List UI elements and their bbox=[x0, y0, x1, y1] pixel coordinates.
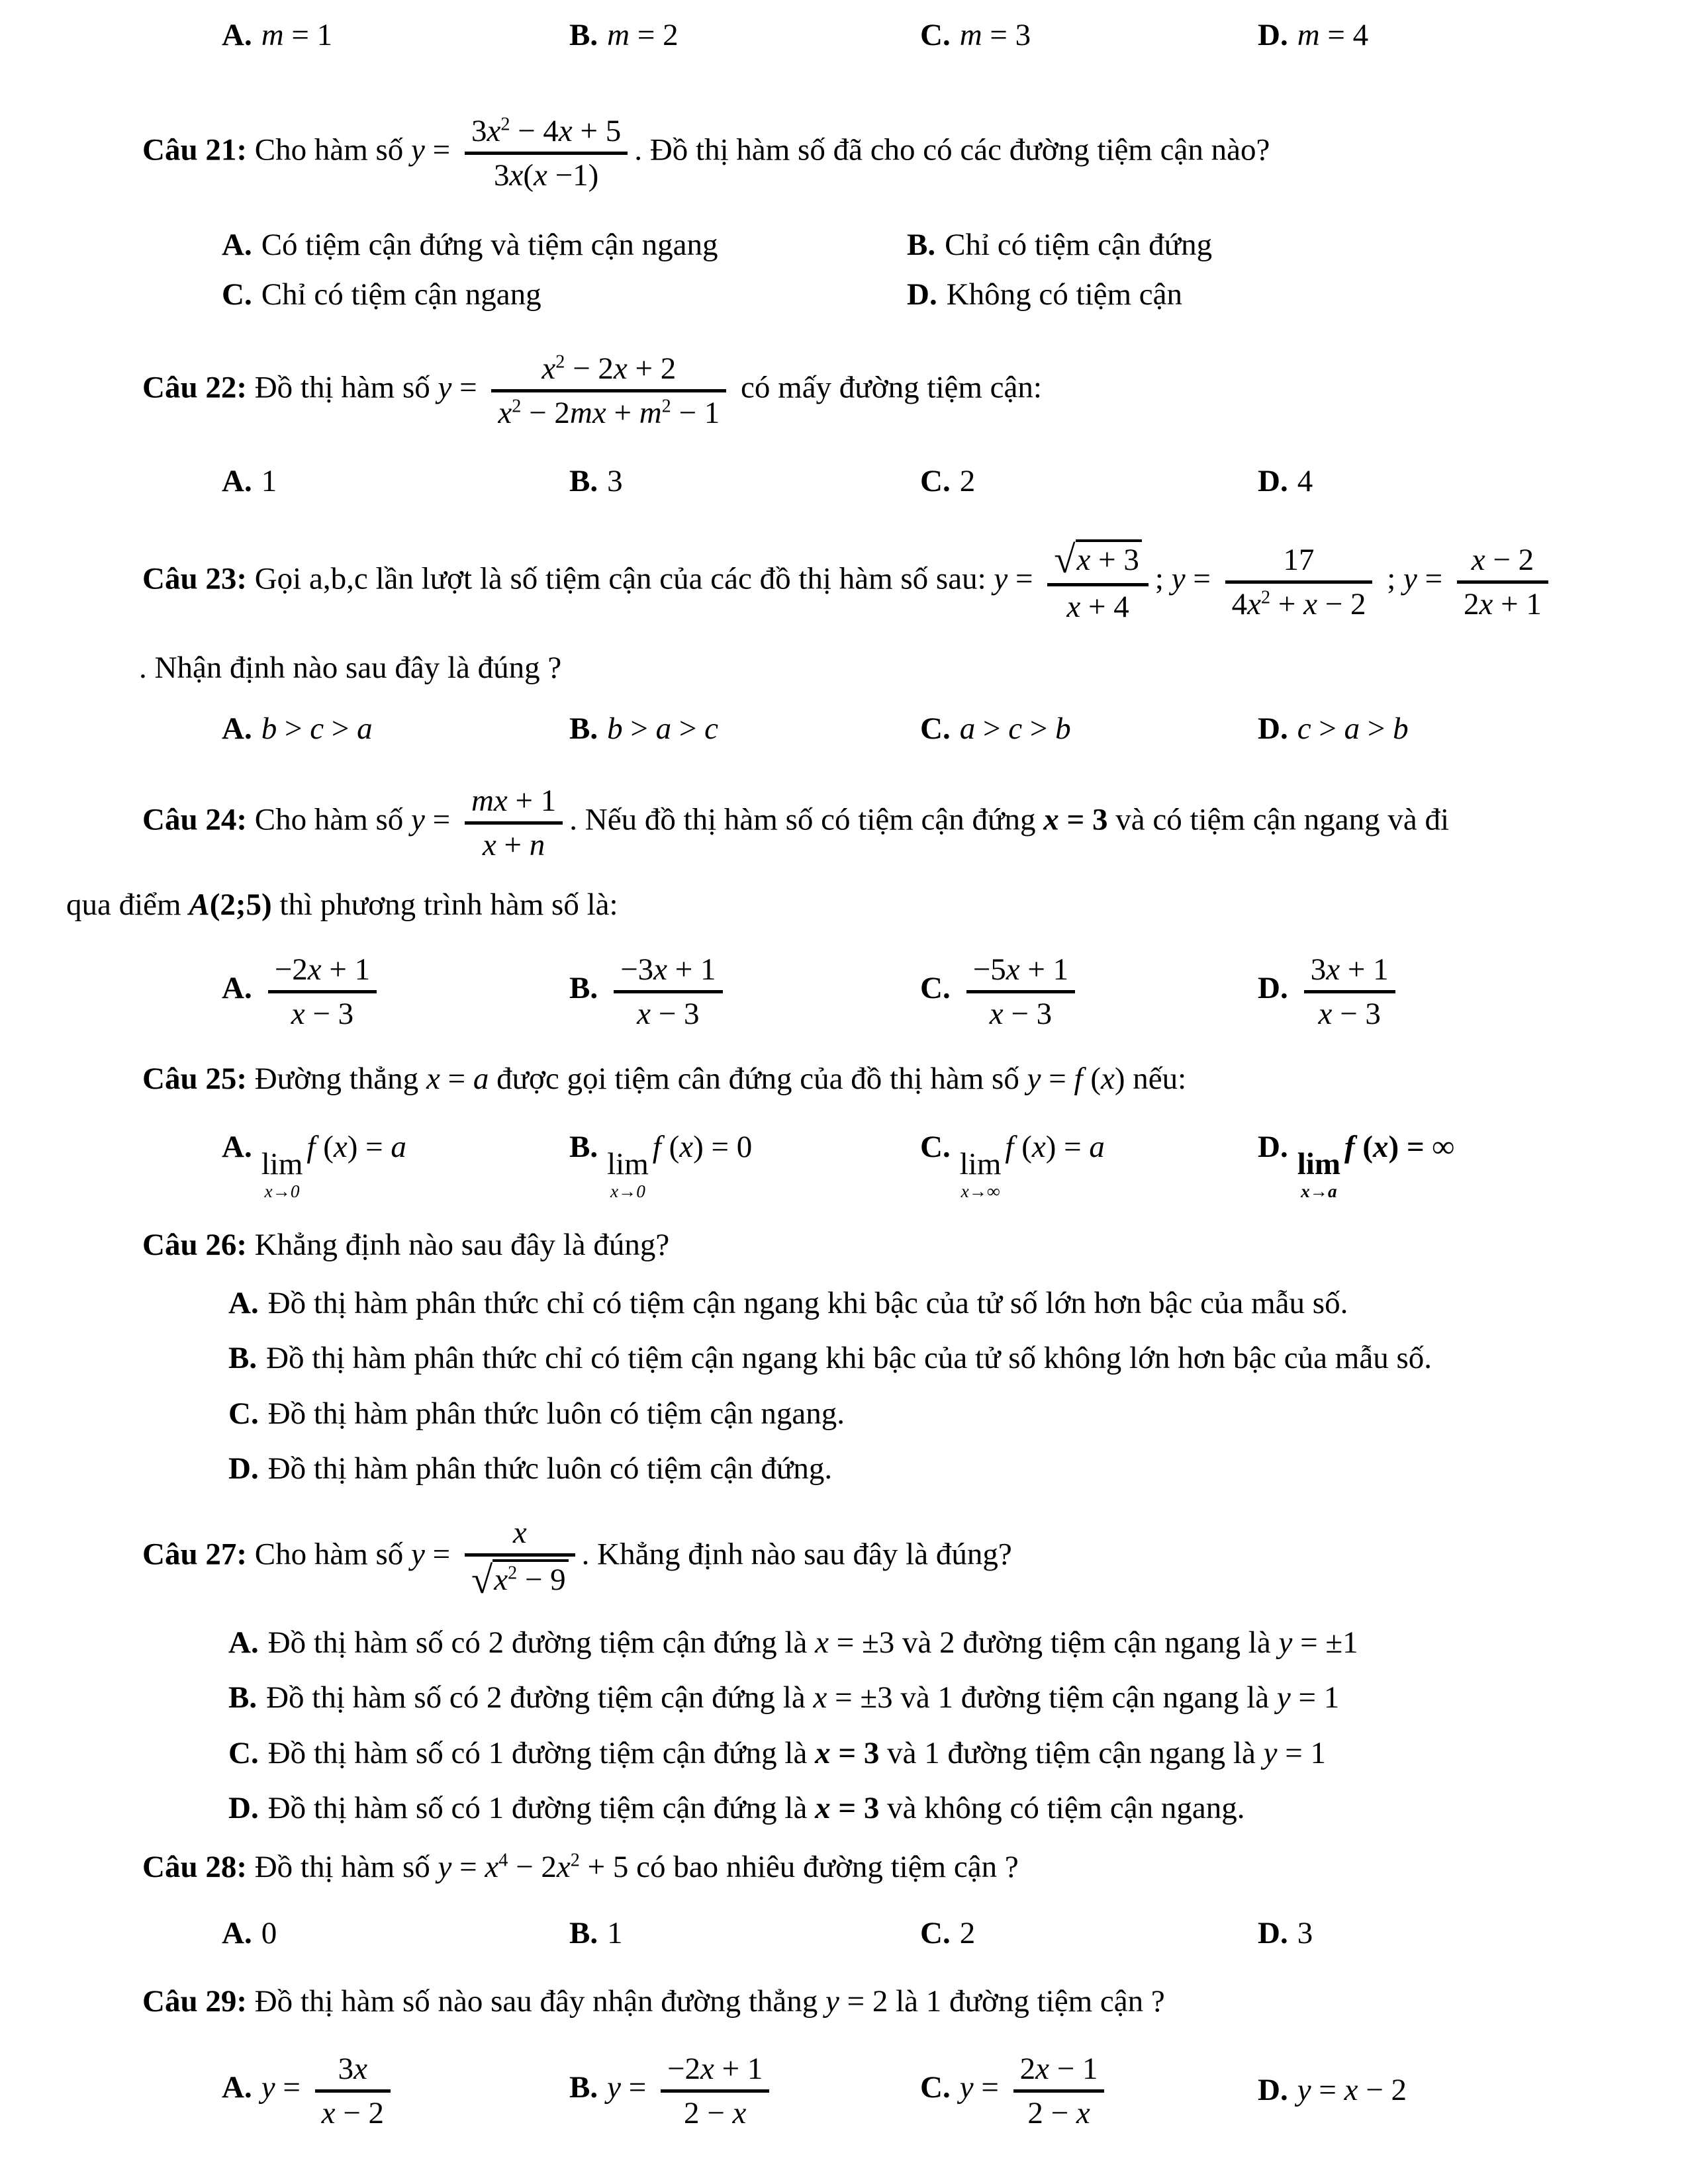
option-a bbox=[222, 224, 907, 266]
option-label: C. bbox=[222, 277, 252, 312]
limit: lim x→a bbox=[1297, 1146, 1340, 1201]
option-content: Đồ thị hàm số có 2 đường tiệm cận đứng là x = ±3 và 1 đường tiệm cận ngang là y = 1 bbox=[266, 1680, 1340, 1715]
option-content: Đồ thị hàm phân thức luôn có tiệm cận ngang. bbox=[267, 1396, 845, 1431]
option-label: A. bbox=[228, 1625, 259, 1660]
option-content: y = $\frac{2x - 1}{2 - x}$ bbox=[960, 2070, 1111, 2105]
option-label: C. bbox=[920, 1915, 951, 1950]
option-d bbox=[1258, 1913, 1622, 1954]
option-d bbox=[228, 1448, 1622, 1490]
option-c bbox=[920, 708, 1258, 750]
fraction: x √ $x^2 - 9$ bbox=[465, 1514, 575, 1600]
option-label: D. bbox=[228, 1791, 259, 1826]
answer-options bbox=[222, 461, 1622, 502]
question-22 bbox=[66, 345, 1622, 502]
option-label: C. bbox=[920, 2070, 951, 2105]
option-d bbox=[1258, 708, 1622, 750]
answer-options bbox=[228, 1283, 1622, 1490]
radical-icon: √ bbox=[1054, 538, 1076, 582]
option-label: C. bbox=[920, 970, 951, 1005]
option-content: lim x→0 f (x) = a bbox=[261, 1130, 406, 1201]
option-c bbox=[920, 946, 1258, 1036]
option-content: Đồ thị hàm phân thức chỉ có tiệm cận ngang khi bậc của tử số không lớn hơn bậc của mẫu số. bbox=[266, 1341, 1432, 1376]
option-b bbox=[569, 15, 920, 56]
question-23 bbox=[66, 534, 1622, 750]
option-content: m = 3 bbox=[959, 18, 1031, 52]
option-content bbox=[261, 952, 383, 1031]
limit: lim x→∞ bbox=[959, 1146, 1002, 1201]
option-a bbox=[228, 1622, 1622, 1664]
option-label: A. bbox=[222, 1915, 252, 1950]
option-a bbox=[222, 946, 569, 1036]
option-label: B. bbox=[569, 2070, 598, 2105]
option-a bbox=[222, 1913, 569, 1954]
option-content: 3 bbox=[1297, 1915, 1313, 1950]
question-28 bbox=[66, 1846, 1622, 1954]
option-a bbox=[222, 2046, 569, 2135]
option-a bbox=[228, 1283, 1622, 1324]
option-b bbox=[569, 708, 920, 750]
question-24 bbox=[66, 778, 1622, 1036]
answer-options bbox=[222, 224, 1622, 316]
option-content: Chỉ có tiệm cận ngang bbox=[261, 277, 541, 312]
limit: lim x→0 bbox=[261, 1146, 303, 1201]
option-content: 1 bbox=[261, 463, 277, 498]
option-d bbox=[1258, 15, 1622, 56]
option-label: C. bbox=[228, 1396, 259, 1431]
option-b bbox=[569, 461, 920, 502]
fraction: $\frac{3x}{x - 2}$ bbox=[315, 2050, 391, 2131]
option-content: 2 bbox=[959, 1915, 976, 1950]
option-b bbox=[228, 1677, 1622, 1719]
option-label: B. bbox=[569, 463, 598, 498]
fraction: √ x + 3 x + 4 bbox=[1047, 538, 1149, 625]
radical-icon: √ bbox=[471, 1558, 493, 1602]
option-content: b > c > a bbox=[261, 711, 373, 746]
question-text: Câu 21: Cho hàm số y = $\frac{3x^2 - 4x + 5}{3x(x -1)}$ . Đồ thị hàm số đã cho có các đường tiệm cận nào? bbox=[66, 108, 1622, 197]
option-label: A. bbox=[222, 1130, 252, 1165]
option-content: Đồ thị hàm phân thức chỉ có tiệm cận ngang khi bậc của tử số lớn hơn bậc của mẫu số. bbox=[267, 1285, 1348, 1320]
option-content: a > c > b bbox=[959, 711, 1071, 746]
option-label: D. bbox=[1258, 18, 1288, 52]
option-label: A. bbox=[222, 2070, 252, 2105]
option-content: Chỉ có tiệm cận đứng bbox=[945, 227, 1213, 262]
limit: lim x→0 bbox=[607, 1146, 649, 1201]
option-c bbox=[222, 274, 907, 316]
option-c bbox=[920, 461, 1258, 502]
option-label: A. bbox=[222, 463, 252, 498]
question-20-answer-row bbox=[66, 15, 1622, 56]
fraction: $\frac{x - 2}{2x + 1}$ bbox=[1457, 541, 1548, 622]
fraction: $\frac{2x - 1}{2 - x}$ bbox=[1013, 2050, 1105, 2131]
option-b bbox=[228, 1338, 1622, 1379]
option-content: 4 bbox=[1297, 463, 1313, 498]
option-content: Đồ thị hàm số có 1 đường tiệm cận đứng là x = 3 và 1 đường tiệm cận ngang là y = 1 bbox=[267, 1735, 1326, 1770]
option-d bbox=[1258, 461, 1622, 502]
option-content: lim x→0 f (x) = 0 bbox=[607, 1130, 753, 1201]
option-label: C. bbox=[920, 1130, 951, 1165]
question-text: Câu 25: Đường thẳng x = a được gọi tiệm cân đứng của đồ thị hàm số y = f (x) nếu: bbox=[142, 1061, 1187, 1096]
question-27 bbox=[66, 1510, 1622, 1829]
option-label: D. bbox=[1258, 2072, 1288, 2107]
option-content: y = x − 2 bbox=[1297, 2072, 1407, 2107]
option-content: 2 bbox=[959, 463, 976, 498]
question-text-line2: . Nhận định nào sau đây là đúng ? bbox=[139, 651, 562, 686]
question-29 bbox=[66, 1981, 1622, 2135]
option-label: D. bbox=[1258, 970, 1288, 1005]
option-c bbox=[920, 1126, 1258, 1201]
option-label: B. bbox=[569, 18, 598, 52]
option-content: b > a > c bbox=[607, 711, 719, 746]
option-label: D. bbox=[1258, 1915, 1288, 1950]
option-label: B. bbox=[228, 1341, 258, 1376]
option-label: B. bbox=[907, 227, 936, 262]
answer-options bbox=[222, 1913, 1622, 1954]
option-label: C. bbox=[920, 711, 951, 746]
option-content bbox=[960, 952, 1082, 1031]
option-label: D. bbox=[1258, 1130, 1288, 1165]
answer-options bbox=[222, 946, 1622, 1036]
option-label: C. bbox=[920, 463, 951, 498]
option-content: Đồ thị hàm số có 2 đường tiệm cận đứng là x = ±3 và 2 đường tiệm cận ngang là y = ±1 bbox=[267, 1625, 1358, 1660]
fraction: $\frac{17}{4x^2 + x - 2}$ bbox=[1225, 541, 1373, 622]
option-c bbox=[228, 1393, 1622, 1435]
option-label: A. bbox=[222, 227, 252, 262]
option-c bbox=[920, 15, 1258, 56]
option-content: 0 bbox=[261, 1915, 277, 1950]
option-content: Đồ thị hàm phân thức luôn có tiệm cận đứng. bbox=[267, 1451, 833, 1486]
fraction: $\frac{-5x + 1}{x - 3}$ bbox=[966, 950, 1075, 1032]
option-label: D. bbox=[1258, 463, 1288, 498]
option-label: B. bbox=[569, 1915, 598, 1950]
answer-options bbox=[222, 2046, 1622, 2135]
fraction: $\frac{mx + 1}{x + n}$ bbox=[465, 782, 563, 863]
fraction: $\frac{-2x + 1}{x - 3}$ bbox=[268, 950, 377, 1032]
option-c bbox=[920, 2046, 1258, 2135]
option-d bbox=[1258, 2070, 1622, 2111]
option-d bbox=[228, 1788, 1622, 1829]
option-content: lim x→a f (x) = ∞ bbox=[1297, 1130, 1454, 1201]
answer-options bbox=[228, 1622, 1622, 1830]
option-content bbox=[1297, 952, 1402, 1031]
option-label: A. bbox=[222, 970, 252, 1005]
question-26 bbox=[66, 1224, 1622, 1490]
question-text: Câu 24: Cho hàm số y = $\frac{mx + 1}{x + n}$ . Nếu đồ thị hàm số có tiệm cận đứng x = 3 và có tiệm cận ngang và đi bbox=[66, 778, 1622, 867]
question-text: Câu 29: Đồ thị hàm số nào sau đây nhận đường thẳng y = 2 là 1 đường tiệm cận ? bbox=[142, 1984, 1165, 2019]
option-b bbox=[569, 946, 920, 1036]
square-root: √ x + 3 bbox=[1054, 539, 1142, 578]
option-b bbox=[569, 1126, 920, 1201]
option-label: B. bbox=[569, 1130, 598, 1165]
answer-options bbox=[222, 1126, 1622, 1201]
option-content: y = $\frac{-2x + 1}{2 - x}$ bbox=[607, 2070, 776, 2105]
option-content: lim x→∞ f (x) = a bbox=[959, 1130, 1105, 1201]
option-label: A. bbox=[222, 711, 252, 746]
option-label: B. bbox=[228, 1680, 258, 1715]
option-label: B. bbox=[569, 711, 598, 746]
question-text: Câu 22: Đồ thị hàm số y = $\frac{x^2 - 2x + 2}{x^2 - 2mx + m^2 - 1}$ có mấy đường tiệm cận: bbox=[66, 345, 1622, 435]
question-text: Câu 26: Khẳng định nào sau đây là đúng? bbox=[142, 1228, 670, 1263]
option-content: m = 1 bbox=[261, 18, 333, 52]
option-label: D. bbox=[1258, 711, 1288, 746]
answer-options bbox=[222, 708, 1622, 750]
option-label: C. bbox=[228, 1735, 259, 1770]
question-text-line2: qua điểm A(2;5) thì phương trình hàm số là: bbox=[66, 887, 618, 923]
option-content: Đồ thị hàm số có 1 đường tiệm cận đứng là x = 3 và không có tiệm cận ngang. bbox=[267, 1791, 1245, 1826]
fraction: $\frac{3x + 1}{x - 3}$ bbox=[1304, 950, 1395, 1032]
option-label: A. bbox=[222, 18, 252, 52]
fraction: $\frac{-2x + 1}{2 - x}$ bbox=[661, 2050, 769, 2131]
option-a bbox=[222, 461, 569, 502]
option-content: 1 bbox=[607, 1915, 623, 1950]
option-d bbox=[1258, 946, 1622, 1036]
question-text: Câu 27: Cho hàm số y = x √ $x^2 - 9$ . Khẳng định nào sau đây là đúng? bbox=[66, 1510, 1622, 1604]
question-25 bbox=[66, 1058, 1622, 1201]
option-label: C. bbox=[920, 18, 951, 52]
option-b bbox=[907, 224, 1622, 266]
option-label: D. bbox=[907, 277, 937, 312]
option-content: y = $\frac{3x}{x - 2}$ bbox=[261, 2070, 397, 2105]
option-a bbox=[222, 1126, 569, 1201]
fraction: $\frac{-3x + 1}{x - 3}$ bbox=[614, 950, 722, 1032]
option-content: Không có tiệm cận bbox=[946, 277, 1183, 312]
option-content: c > a > b bbox=[1297, 711, 1409, 746]
option-c bbox=[228, 1733, 1622, 1774]
option-label: B. bbox=[569, 970, 598, 1005]
option-b bbox=[569, 2046, 920, 2135]
question-21 bbox=[66, 108, 1622, 316]
option-a bbox=[222, 708, 569, 750]
option-c bbox=[920, 1913, 1258, 1954]
option-content bbox=[607, 952, 729, 1031]
option-label: D. bbox=[228, 1451, 259, 1486]
option-label: A. bbox=[228, 1285, 259, 1320]
option-content: 3 bbox=[607, 463, 623, 498]
question-text: Câu 28: Đồ thị hàm số $y = x^4 - 2x^2 + 5$ có bao nhiêu đường tiệm cận ? bbox=[142, 1850, 1019, 1885]
fraction: $\frac{3x^2 - 4x + 5}{3x(x -1)}$ bbox=[465, 112, 628, 193]
option-a bbox=[222, 15, 569, 56]
option-content: Có tiệm cận đứng và tiệm cận ngang bbox=[261, 227, 718, 262]
option-d bbox=[1258, 1126, 1622, 1201]
option-content: m = 4 bbox=[1297, 18, 1369, 52]
option-d bbox=[907, 274, 1622, 316]
answer-options bbox=[222, 15, 1622, 56]
option-content: m = 2 bbox=[607, 18, 679, 52]
option-b bbox=[569, 1913, 920, 1954]
fraction: $\frac{x^2 - 2x + 2}{x^2 - 2mx + m^2 - 1}$ bbox=[491, 349, 726, 431]
question-text: Câu 23: Gọi a,b,c lần lượt là số tiệm cận của các đồ thị hàm số sau: y = √ x + 3 x + 4 ; y = $\frac{17}{4x^2 + x - 2}$ ; y = $\frac{x - 2}{2x + 1}$ bbox=[66, 534, 1622, 629]
square-root: √ $x^2 - 9$ bbox=[471, 1559, 569, 1598]
